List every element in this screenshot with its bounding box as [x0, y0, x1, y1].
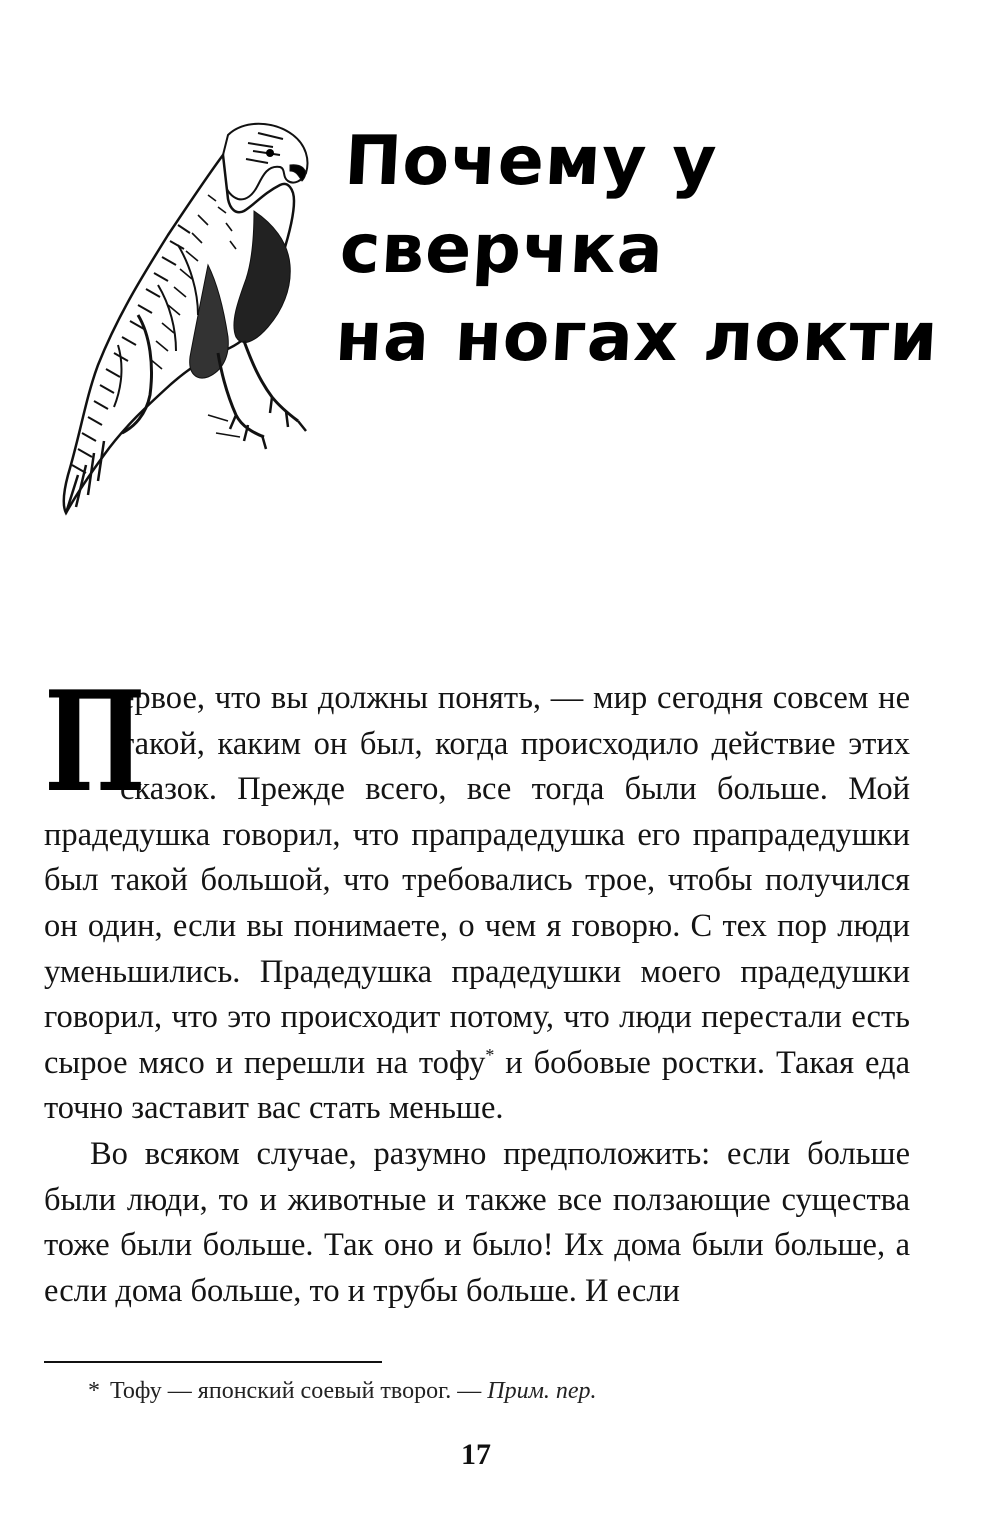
paragraph-1-tail: и бобовые ростки. Такая еда точно заставит вас стать меньше.	[44, 1044, 910, 1127]
body-text	[44, 660, 910, 1314]
bird-illustration	[58, 115, 320, 520]
chapter-title-line-1: Почему у сверчка	[337, 122, 720, 289]
chapter-title	[333, 118, 967, 382]
footnote-text: Тофу — японский соевый творог. —	[110, 1378, 488, 1404]
paragraph-1-text: ервое, что вы должны понять, — мир сегодня совсем не такой, каким он был, когда происходило действие этих сказок. Прежде всего, все тогда были больше. Мой прадедушка говорил, что прапрадедушка его прапрадедушки был такой большой, что требовались трое, чтобы получился он один, если вы понимаете, о чем я говорю. С тех пор люди уменьшились. Прадедушка прадедушки моего прадедушки говорил, что это происходит потому, что люди перестали есть сырое мясо и перешли на тофу	[44, 680, 910, 1081]
footnote-divider	[44, 1361, 382, 1363]
footnote-reference: *	[485, 1044, 495, 1065]
footnote-mark: *	[88, 1378, 100, 1404]
footnote-attribution: Прим. пер.	[487, 1378, 597, 1404]
hawk-drawing	[58, 115, 320, 520]
footnote	[88, 1376, 597, 1406]
paragraph-2: Во всяком случае, разумно предположить: если больше были люди, то и животные и также все ползающие существа тоже были больше. Так оно и было! Их дома были больше, а если дома больше, то и трубы больше. И если	[44, 1135, 910, 1309]
paragraph-1	[44, 660, 910, 1132]
chapter-title-line-2: на ногах локти	[333, 298, 941, 377]
page-number: 17	[461, 1438, 491, 1471]
drop-cap: П	[44, 660, 146, 823]
